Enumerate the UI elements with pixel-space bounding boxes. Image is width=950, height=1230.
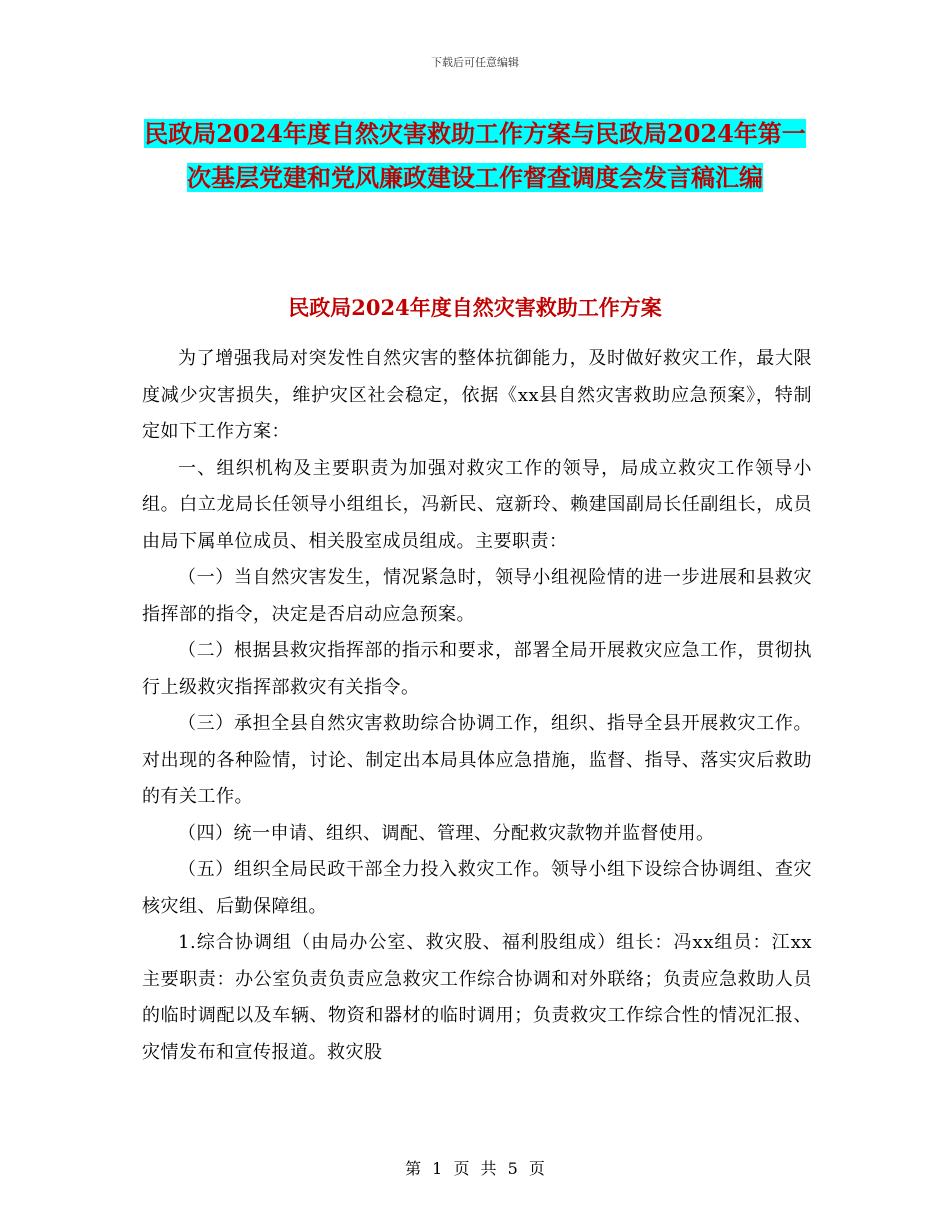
document-title [140, 112, 810, 200]
paragraph-item-5: （五）组织全局民政干部全力投入救灾工作。领导小组下设综合协调组、查灾核灾组、后勤保障组。 [142, 859, 812, 917]
document-body [142, 341, 812, 1071]
header-note: 下载后可任意编辑 [431, 56, 519, 69]
section-title: 民政局2024年度自然灾害救助工作方案 [288, 295, 662, 320]
paragraph-item-2: （二）根据县救灾指挥部的指示和要求，部署全局开展救灾应急工作，贯彻执行上级救灾指挥部救灾有关指令。 [142, 640, 812, 698]
document-title-text: 民政局2024年度自然灾害救助工作方案与民政局2024年第一次基层党建和党风廉政建设工作督查调度会发言稿汇编 [144, 119, 806, 192]
paragraph-item-1: （一）当自然灾害发生，情况紧急时，领导小组视险情的进一步进展和县救灾指挥部的指令，决定是否启动应急预案。 [142, 567, 812, 625]
page-number-footer: 第 1 页 共 5 页 [405, 1159, 545, 1178]
paragraph-intro: 为了增强我局对突发性自然灾害的整体抗御能力，及时做好救灾工作，最大限度减少灾害损失，维护灾区社会稳定，依据《xx县自然灾害救助应急预案》，特制定如下工作方案： [142, 348, 812, 442]
paragraph-item-4: （四）统一申请、组织、调配、管理、分配救灾款物并监督使用。 [178, 822, 715, 844]
paragraph-organization: 一、组织机构及主要职责为加强对救灾工作的领导，局成立救灾工作领导小组。白立龙局长任领导小组组长，冯新民、寇新玲、赖建国副局长任副组长，成员由局下属单位成员、相关股室成员组成。主要职责： [142, 457, 812, 552]
paragraph-coordination-group: 1.综合协调组（由局办公室、救灾股、福利股组成）组长：冯xx组员：江xx主要职责：办公室负责负责应急救灾工作综合协调和对外联络；负责应急救助人员的临时调配以及车辆、物资和器材的临时调用；负责救灾工作综合性的情况汇报、灾情发布和宣传报道。救灾股 [142, 932, 812, 1063]
paragraph-item-3: （三）承担全县自然灾害救助综合协调工作，组织、指导全县开展救灾工作。对出现的各种险情，讨论、制定出本局具体应急措施，监督、指导、落实灾后救助的有关工作。 [142, 713, 812, 807]
